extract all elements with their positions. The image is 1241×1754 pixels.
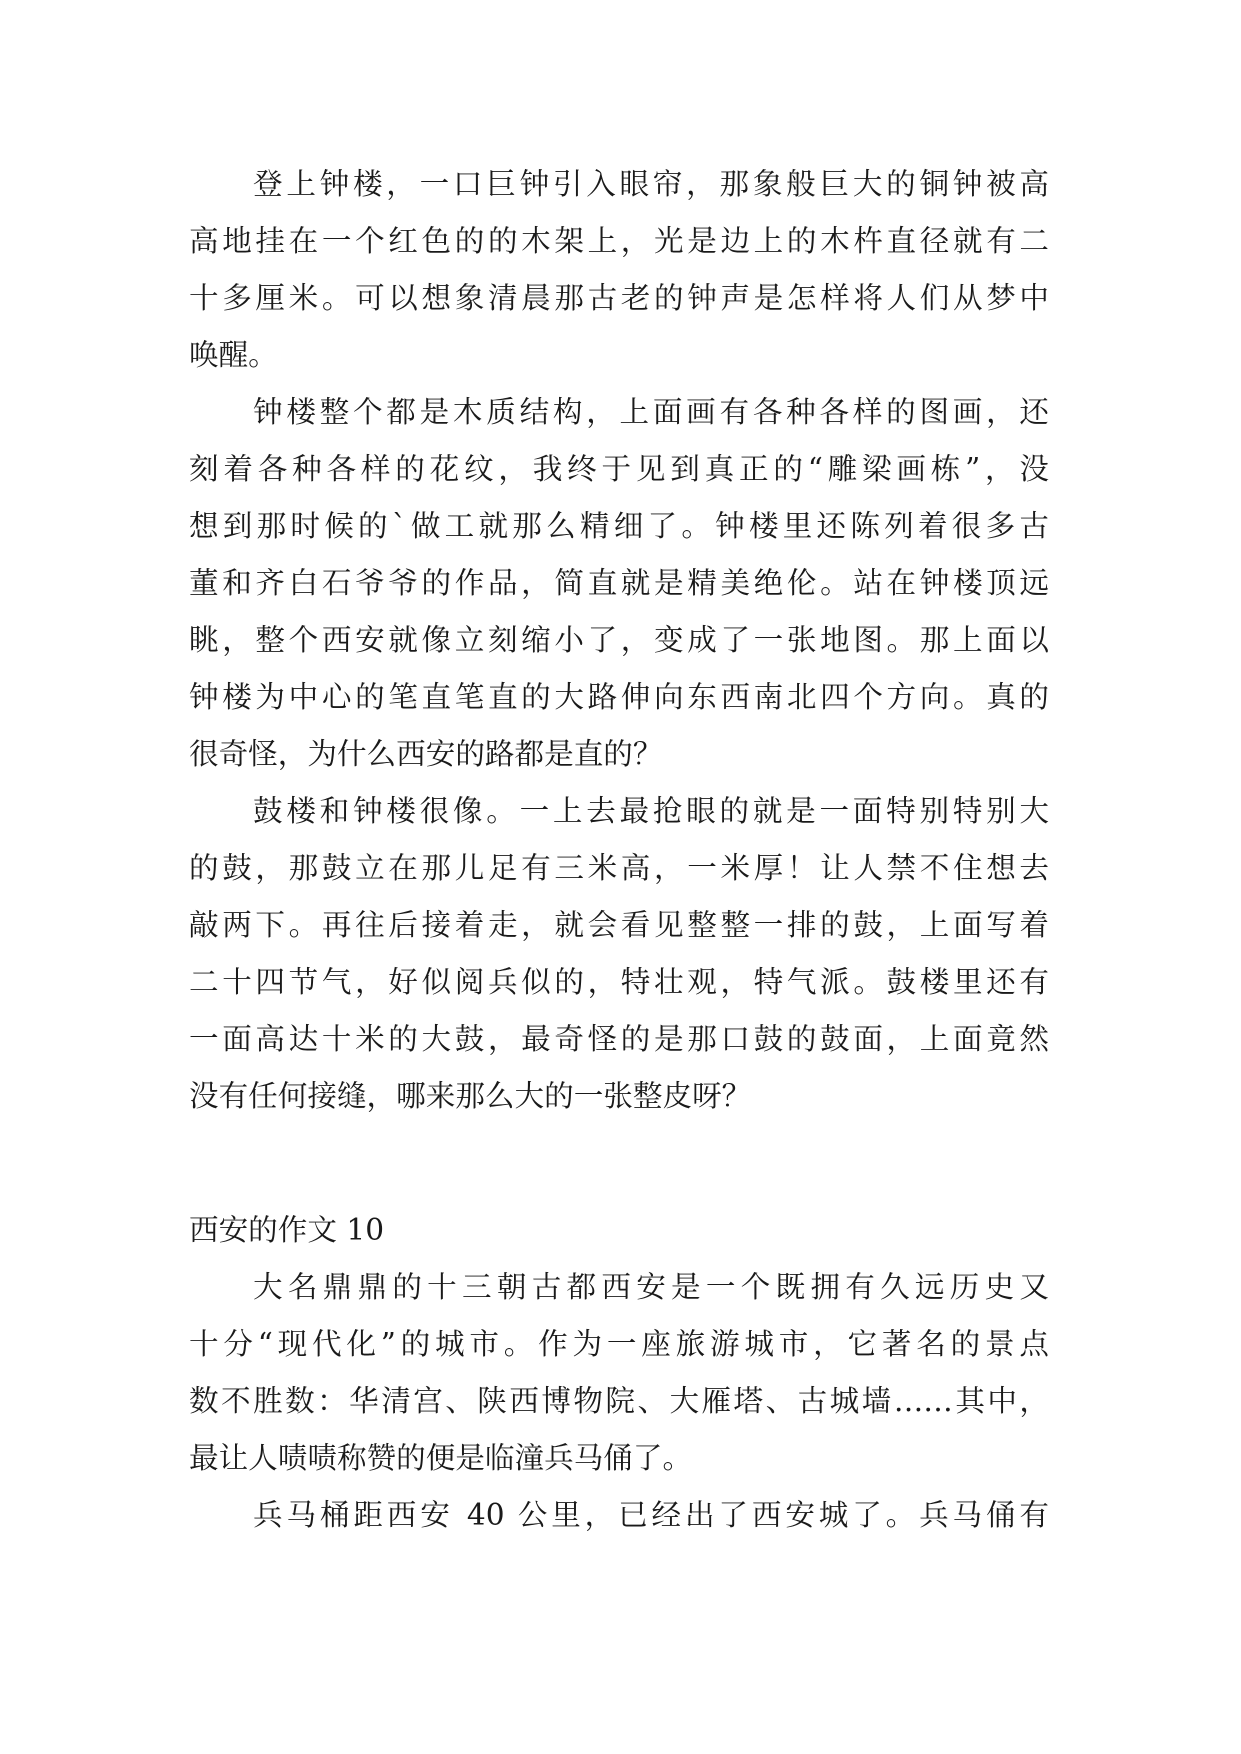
text-line: 大名鼎鼎的十三朝古都西安是一个既拥有久远历史又 — [253, 1270, 1049, 1304]
text-line: 钟楼整个都是木质结构，上面画有各种各样的图画，还 — [253, 395, 1049, 429]
text-line: 一面高达十米的大鼓，最奇怪的是那口鼓的鼓面，上面竟然 — [189, 1022, 1049, 1056]
text-line: 十分“现代化”的城市。作为一座旅游城市，它著名的景点 — [189, 1327, 1049, 1361]
text-line: 董和齐白石爷爷的作品，简直就是精美绝伦。站在钟楼顶远 — [189, 566, 1049, 600]
text-line: 二十四节气，好似阅兵似的，特壮观，特气派。鼓楼里还有 — [189, 965, 1049, 999]
text-line: 刻着各种各样的花纹，我终于见到真正的“雕梁画栋”，没 — [189, 452, 1049, 486]
text-line: 想到那时候的`做工就那么精细了。钟楼里还陈列着很多古 — [189, 509, 1049, 543]
text-line: 唤醒。 — [189, 338, 278, 372]
text-line: 鼓楼和钟楼很像。一上去最抢眼的就是一面特别特别大 — [253, 794, 1049, 828]
text-line: 高地挂在一个红色的的木架上，光是边上的木杵直径就有二 — [189, 224, 1049, 258]
text-line: 十多厘米。可以想象清晨那古老的钟声是怎样将人们从梦中 — [189, 281, 1049, 315]
text-line: 兵马桶距西安 40 公里，已经出了西安城了。兵马俑有 — [253, 1498, 1049, 1532]
text-line: 很奇怪，为什么西安的路都是直的？ — [189, 737, 663, 771]
text-line: 最让人啧啧称赞的便是临潼兵马俑了。 — [189, 1441, 693, 1475]
text-line: 钟楼为中心的笔直笔直的大路伸向东西南北四个方向。真的 — [189, 680, 1049, 714]
text-line: 数不胜数：华清宫、陕西博物院、大雁塔、古城墙……其中， — [189, 1384, 1049, 1418]
text-line: 敲两下。再往后接着走，就会看见整整一排的鼓，上面写着 — [189, 908, 1049, 942]
essay-title: 西安的作文 10 — [189, 1213, 385, 1247]
text-line: 的鼓，那鼓立在那儿足有三米高，一米厚！让人禁不住想去 — [189, 851, 1049, 885]
text-line: 眺，整个西安就像立刻缩小了，变成了一张地图。那上面以 — [189, 623, 1049, 657]
text-line: 登上钟楼，一口巨钟引入眼帘，那象般巨大的铜钟被高 — [253, 167, 1049, 201]
text-line: 没有任何接缝，哪来那么大的一张整皮呀？ — [189, 1079, 752, 1113]
